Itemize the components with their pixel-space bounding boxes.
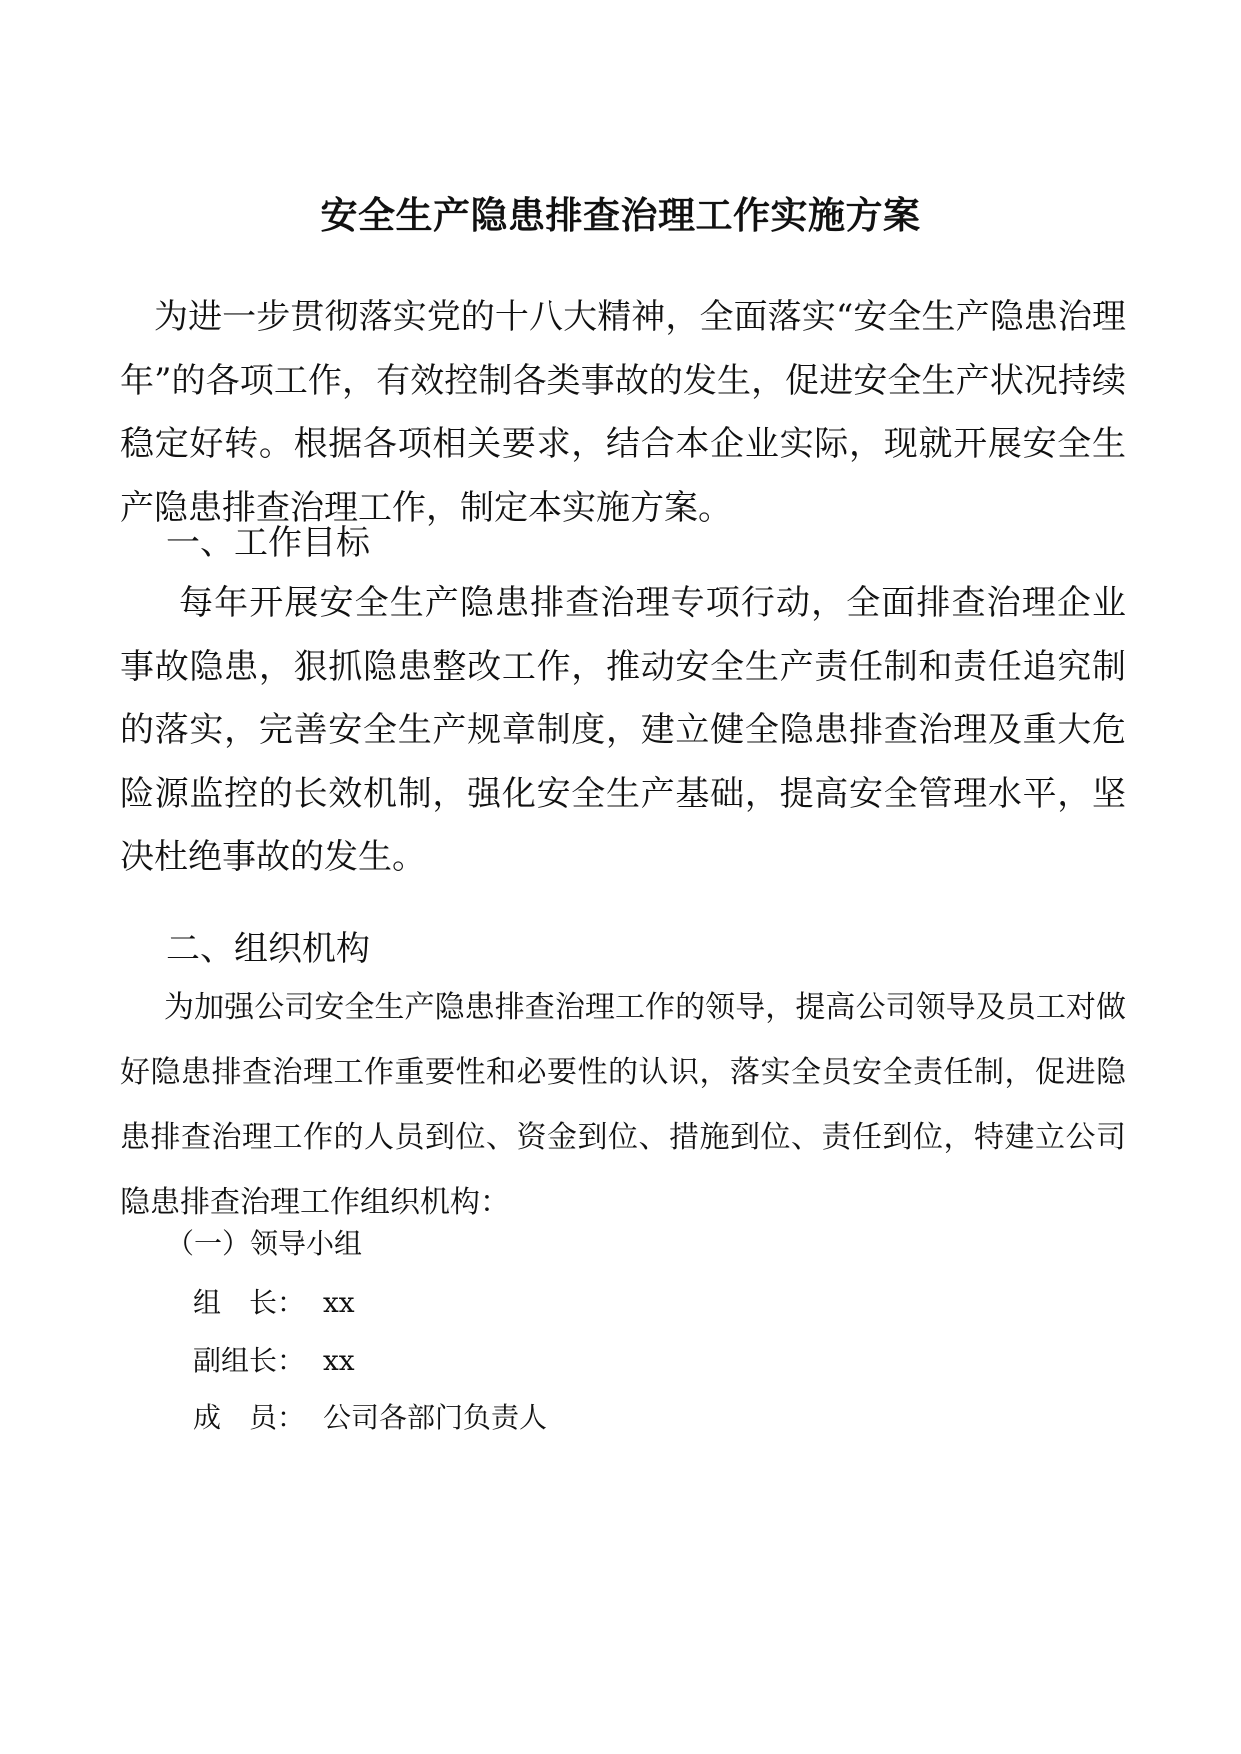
leadership-group-heading: （一）领导小组 [166, 1227, 363, 1260]
role-value: xx [323, 1286, 355, 1319]
document-title: 安全生产隐患排查治理工作实施方案 [320, 194, 921, 237]
goals-paragraph: 每年开展安全生产隐患排查治理专项行动，全面排查治理企业事故隐患，狠抓隐患整改工作，推动安全生产责任制和责任追究制的落实，完善安全生产规章制度，建立健全隐患排查治理及重大危险源监控的长效机制，强化安全生产基础，提高安全管理水平，坚决杜绝事故的发生。 [120, 583, 1126, 877]
role-row-leader [193, 1283, 355, 1323]
section-heading-organization: 二、组织机构 [166, 929, 370, 969]
section-heading-goals: 一、工作目标 [166, 523, 370, 563]
role-label: 组 长： [193, 1286, 306, 1319]
role-row-deputy-leader [193, 1341, 355, 1381]
role-value: xx [323, 1344, 355, 1377]
organization-paragraph: 为加强公司安全生产隐患排查治理工作的领导，提高公司领导及员工对做好隐患排查治理工作重要性和必要性的认识，落实全员安全责任制，促进隐患排查治理工作的人员到位、资金到位、措施到位、责任到位，特建立公司隐患排查治理工作组织机构： [120, 990, 1126, 1220]
role-value: 公司各部门负责人 [323, 1401, 548, 1434]
intro-paragraph: 为进一步贯彻落实党的十八大精神，全面落实“安全生产隐患治理年”的各项工作，有效控制各类事故的发生，促进安全生产状况持续稳定好转。根据各项相关要求，结合本企业实际，现就开展安全生产隐患排查治理工作，制定本实施方案。 [120, 297, 1126, 528]
role-label: 成 员： [193, 1401, 306, 1434]
role-label: 副组长： [193, 1344, 306, 1377]
role-row-members [193, 1398, 547, 1438]
